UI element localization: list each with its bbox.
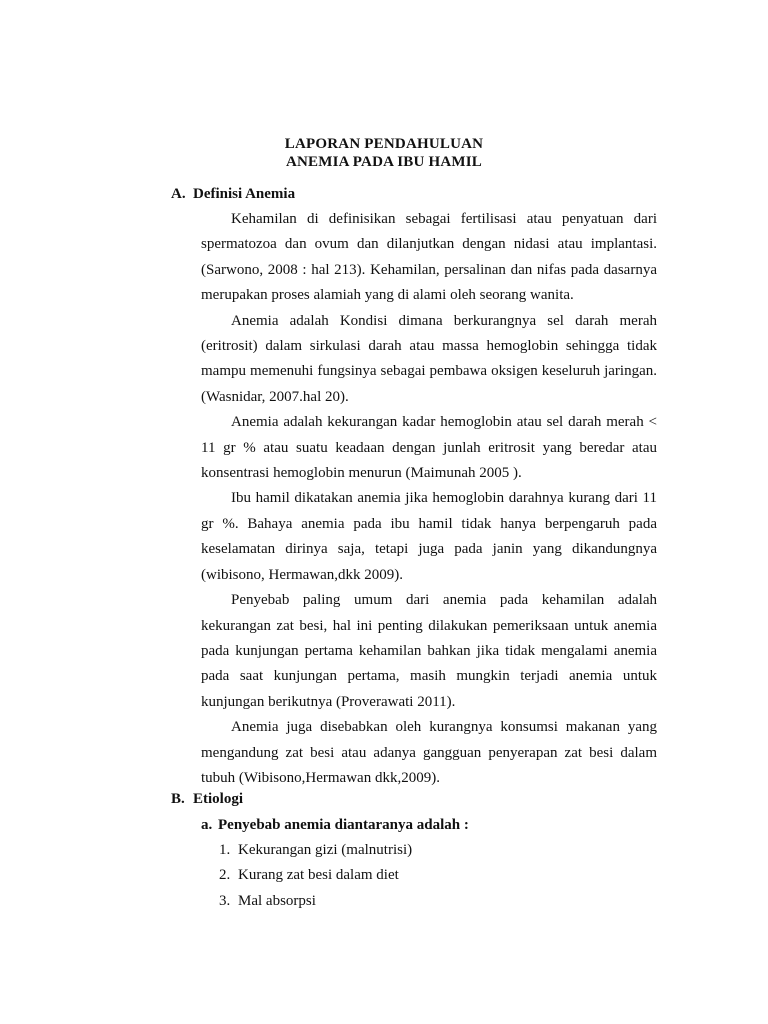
section-a-body: [201, 207, 657, 791]
paragraph-penyebab: Penyebab paling umum dari anemia pada kehamilan adalah kekurangan zat besi, hal ini penting dilakukan pemeriksaan untuk anemia pada kunjungan pertama kehamilan bahkan jika tidak mengalami anemia pada saat kunjungan pertama, masih mungkin terjadi anemia untuk kunjungan berikutnya (Proverawati 2011).: [201, 592, 657, 710]
list-item: 1. Kekurangan gizi (malnutrisi): [219, 842, 413, 858]
title-line-1: LAPORAN PENDAHULUAN: [284, 136, 484, 152]
paragraph-anemia-kadar: Anemia adalah kekurangan kadar hemoglobin atau sel darah merah < 11 gr % atau suatu keadaan dengan junlah eritrosit yang beredar atau konsentrasi hemoglobin menurun (Maimunah 2005 ).: [201, 414, 657, 482]
list-item: 2. Kurang zat besi dalam diet: [219, 867, 399, 884]
subsection-a-heading: [201, 817, 469, 834]
section-b-letter: B.: [171, 791, 185, 807]
paragraph-kehamilan: Kehamilan di definisikan sebagai fertilisasi atau penyatuan dari spermatozoa dan ovum dan dilanjutkan dengan nidasi atau implantasi. (Sarwono, 2008 : hal 213). Kehamilan, persalinan dan nifas pada dasarnya merupakan proses alamiah yang di alami oleh seorang wanita.: [201, 211, 657, 304]
section-b-title: Etiologi: [193, 791, 244, 807]
section-a-title: Definisi Anemia: [193, 186, 296, 202]
paragraph-ibu-hamil: Ibu hamil dikatakan anemia jika hemoglobin darahnya kurang dari 11 gr %. Bahaya anemia pada ibu hamil tidak hanya berpengaruh pada keselamatan dirinya saja, tetapi juga pada janin yang dikandungnya (wibisono, Hermawan,dkk 2009).: [201, 490, 657, 583]
section-a-letter: A.: [171, 186, 186, 202]
list-item: 3. Mal absorpsi: [219, 892, 316, 909]
etiologi-list: [219, 838, 412, 914]
section-a-heading: [171, 186, 295, 203]
paragraph-anemia-definisi: Anemia adalah Kondisi dimana berkurangnya sel darah merah (eritrosit) dalam sirkulasi darah atau massa hemoglobin sehingga tidak mampu memenuhi fungsinya sebagai pembawa oksigen keseluruh jaringan.(Wasnidar, 2007.hal 20).: [201, 312, 657, 405]
section-b-heading: [171, 791, 243, 808]
subsection-a-title: Penyebab anemia diantaranya adalah :: [218, 817, 469, 833]
paragraph-konsumsi: Anemia juga disebabkan oleh kurangnya konsumsi makanan yang mengandung zat besi atau adanya gangguan penyerapan zat besi dalam tubuh (Wibisono,Hermawan dkk,2009).: [201, 719, 657, 786]
subsection-a-letter: a.: [201, 817, 213, 833]
title-line-2: ANEMIA PADA IBU HAMIL: [285, 154, 482, 170]
